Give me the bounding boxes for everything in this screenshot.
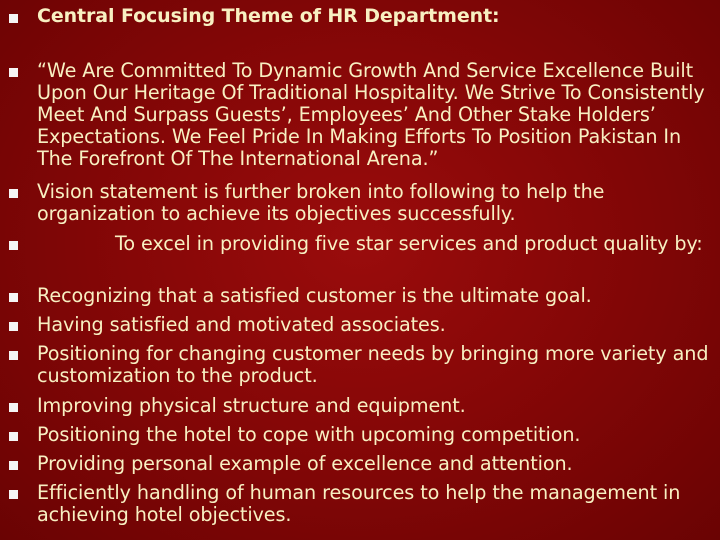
square-bullet-icon (9, 293, 18, 302)
bullet-text: “We Are Committed To Dynamic Growth And Service Excellence Built Upon Our Heritage Of Traditional Hospitality. We Strive To Consistently Meet And Surpass Guests’, Employees’ And Other Stake Holders’ Expectations. We Feel Pride In Making Efforts To Position Pakistan In The Forefront Of The International Arena.” (37, 59, 711, 170)
square-bullet-icon (9, 351, 18, 360)
slide-title: Central Focusing Theme of HR Department: (37, 5, 500, 27)
bullet-text: Vision statement is further broken into following to help the organization to achieve its objectives successfully. (37, 180, 611, 225)
square-bullet-icon (9, 490, 18, 499)
bullet-text: To excel in providing five star services and product quality by: (115, 232, 703, 255)
square-bullet-icon (9, 14, 18, 23)
square-bullet-icon (9, 403, 18, 412)
bullet-text: Positioning the hotel to cope with upcoming competition. (37, 423, 581, 446)
bullet-text: Improving physical structure and equipment. (37, 394, 466, 417)
bullet-text: Providing personal example of excellence and attention. (37, 452, 573, 475)
square-bullet-icon (9, 322, 18, 331)
bullet-text: Recognizing that a satisfied customer is the ultimate goal. (37, 284, 592, 307)
square-bullet-icon (9, 189, 18, 198)
square-bullet-icon (9, 241, 18, 250)
bullet-text: Positioning for changing customer needs by bringing more variety and customization to the product. (37, 342, 715, 387)
bullet-text: Efficiently handling of human resources to help the management in achieving hotel objectives. (37, 481, 687, 526)
square-bullet-icon (9, 461, 18, 470)
bullet-text: Having satisfied and motivated associates. (37, 313, 446, 336)
square-bullet-icon (9, 432, 18, 441)
square-bullet-icon (9, 68, 18, 77)
